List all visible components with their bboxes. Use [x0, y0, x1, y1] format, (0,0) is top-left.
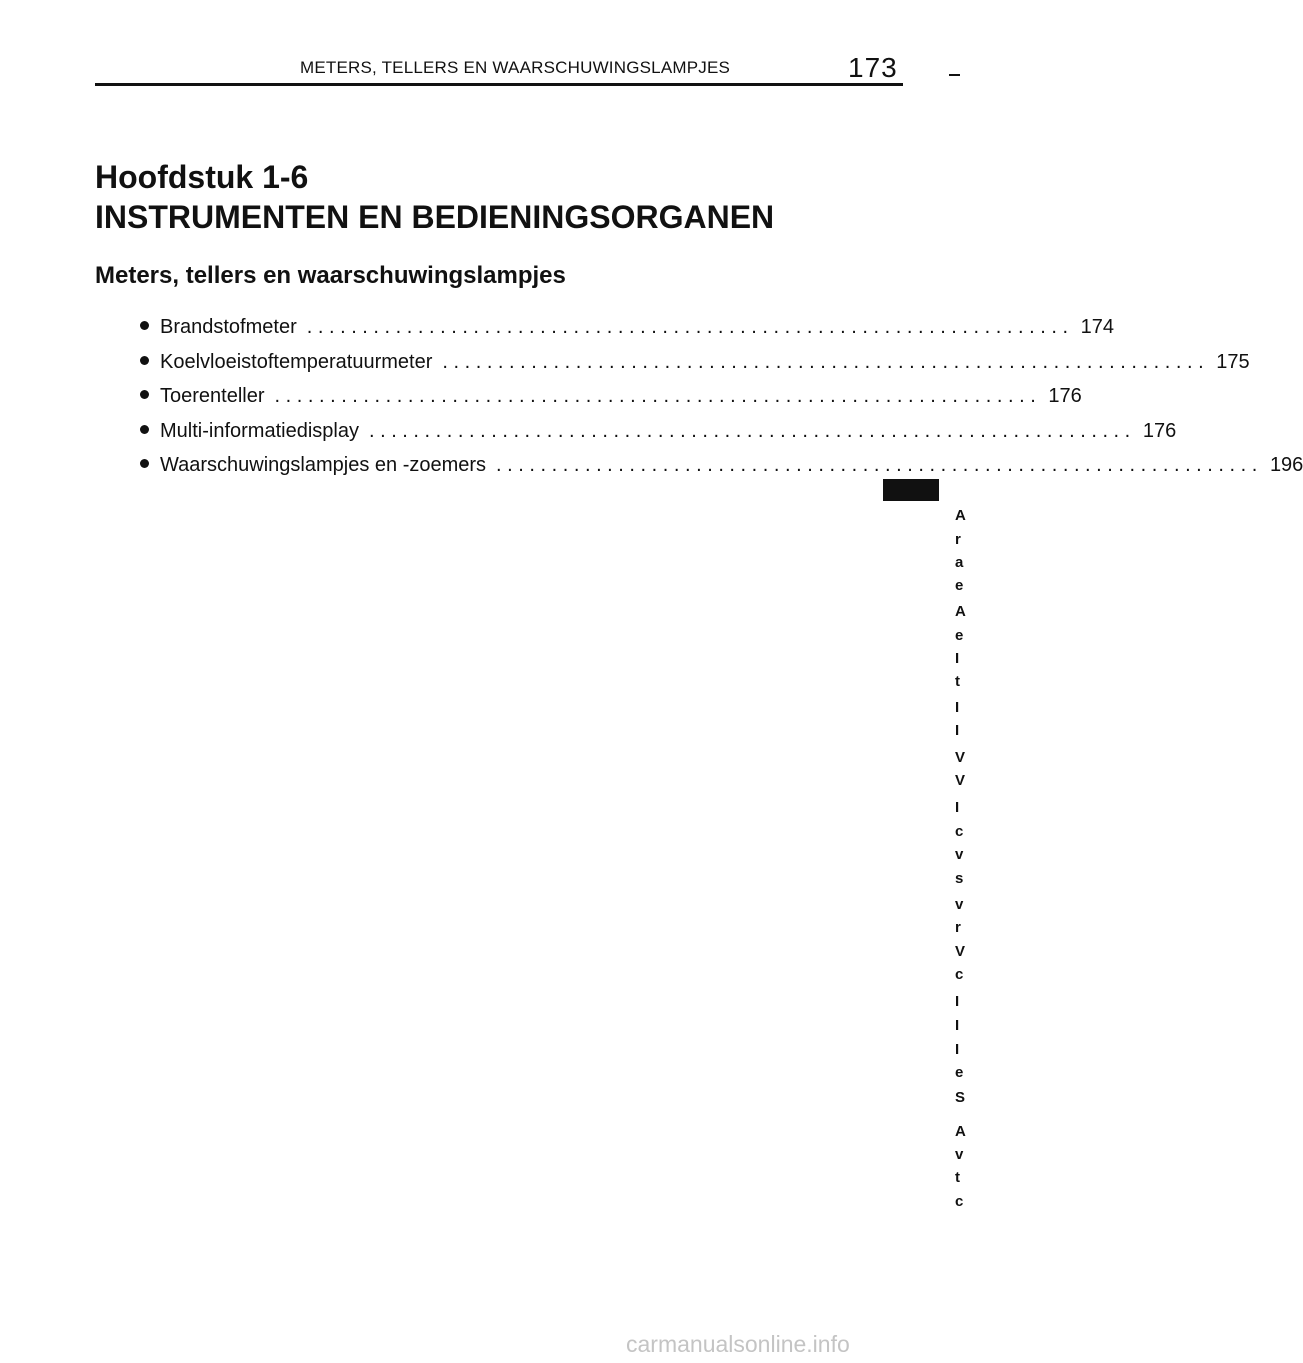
edge-letter: e	[955, 627, 964, 644]
dot-leader	[442, 347, 1203, 377]
edge-letter: I	[955, 799, 960, 816]
header-title: METERS, TELLERS EN WAARSCHUWINGSLAMPJES	[300, 58, 731, 77]
bullet-icon	[140, 425, 149, 434]
edge-letter: v	[955, 896, 964, 913]
toc-entry-toerenteller[interactable]	[140, 381, 1082, 416]
edge-letter: r	[955, 919, 961, 936]
toc-entry-label: Multi-informatiedisplay	[160, 419, 359, 442]
dot-leader	[307, 312, 1068, 342]
header-tick-mark	[949, 74, 960, 76]
page-number: 173	[848, 52, 898, 83]
edge-letter: S	[955, 1089, 966, 1106]
edge-letter: I	[955, 699, 960, 716]
toc-entry-page: 176	[1142, 419, 1177, 442]
edge-letter: I	[955, 993, 960, 1010]
edge-letter: v	[955, 846, 964, 863]
dot-leader	[496, 450, 1257, 480]
toc-entry-brandstofmeter[interactable]	[140, 312, 1114, 347]
edge-letter: v	[955, 1146, 964, 1163]
edge-letter: t	[955, 673, 960, 690]
section-title: INSTRUMENTEN EN BEDIENINGSORGANEN	[95, 199, 775, 235]
toc-entry-label: Koelvloeistoftemperatuurmeter	[160, 350, 433, 373]
edge-letter: I	[955, 1017, 960, 1034]
toc-entry-label: Toerenteller	[160, 385, 265, 407]
edge-letter: A	[955, 507, 966, 524]
dot-leader	[275, 381, 1036, 411]
edge-letter: V	[955, 749, 966, 766]
toc-entry-page: 175	[1216, 350, 1250, 373]
edge-letter: t	[955, 1169, 960, 1186]
header-rule	[95, 83, 903, 86]
bullet-icon	[140, 321, 149, 330]
edge-letter: I	[955, 722, 960, 739]
edge-letter: a	[955, 554, 964, 571]
toc-entry-koelvloeistoftemperatuurmeter[interactable]	[140, 347, 1250, 382]
edge-letter: V	[955, 943, 966, 960]
toc-entry-page: 174	[1080, 316, 1114, 338]
edge-letter: e	[955, 1064, 964, 1081]
toc-entry-label: Brandstofmeter	[160, 316, 297, 338]
toc-entry-multi-informatiedisplay[interactable]	[140, 416, 1177, 451]
bullet-icon	[140, 390, 149, 399]
bullet-icon	[140, 459, 149, 468]
edge-letter: c	[955, 823, 964, 840]
table-of-contents	[140, 312, 1303, 485]
edge-letter: e	[955, 577, 964, 594]
toc-entry-page: 176	[1048, 385, 1082, 407]
toc-entry-label: Waarschuwingslampjes en -zoemers	[160, 454, 487, 476]
toc-entry-page: 196	[1269, 454, 1303, 476]
watermark-text: carmanualsonline.info	[626, 1331, 850, 1357]
edge-letter: A	[955, 1123, 966, 1140]
edge-letter: A	[955, 603, 966, 620]
toc-entry-waarschuwingslampjes[interactable]	[140, 450, 1303, 485]
chapter-title: Hoofdstuk 1-6	[95, 159, 309, 195]
edge-letter: V	[955, 772, 966, 789]
bullet-icon	[140, 356, 149, 365]
edge-letter: I	[955, 1041, 960, 1058]
dot-leader	[369, 416, 1130, 446]
edge-letter: s	[955, 870, 964, 887]
chapter-thumb-tab	[883, 479, 939, 501]
edge-letter: c	[955, 1193, 964, 1210]
subsection-title: Meters, tellers en waarschuwingslampjes	[95, 262, 566, 289]
edge-letter: I	[955, 650, 960, 667]
edge-letter: r	[955, 531, 961, 548]
edge-letter: c	[955, 966, 964, 983]
